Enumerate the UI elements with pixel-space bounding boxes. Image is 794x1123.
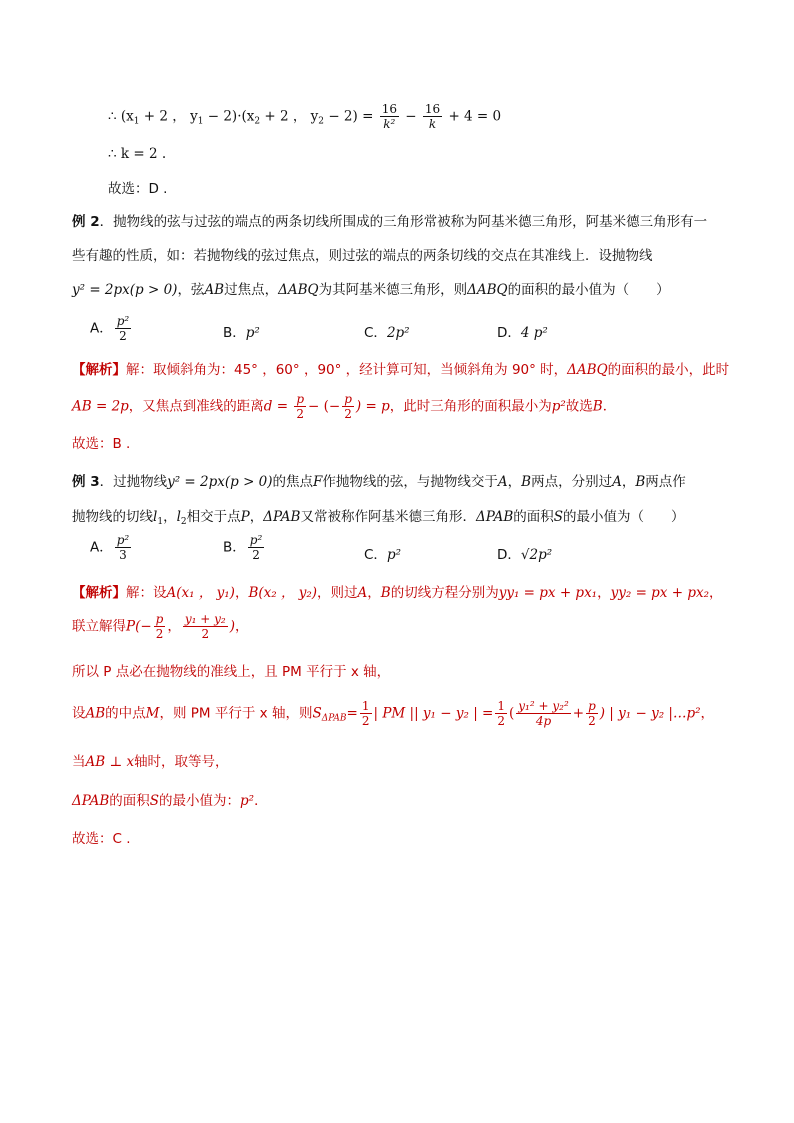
option-c bbox=[364, 321, 410, 341]
example-label: 例 3 bbox=[72, 474, 100, 490]
formula: + bbox=[572, 705, 585, 722]
numerator: p bbox=[344, 392, 352, 406]
fraction bbox=[423, 102, 442, 131]
analysis-text: 的面积的最小，此时 bbox=[607, 362, 730, 378]
fraction bbox=[495, 699, 507, 728]
denominator: 2 bbox=[252, 548, 260, 562]
denominator: 2 bbox=[119, 329, 127, 343]
analysis-text: 的面积 bbox=[109, 793, 150, 809]
formula: AB bbox=[85, 705, 106, 722]
formula: ) | y₁ − y₂ |…p² bbox=[599, 705, 701, 722]
analysis-text: 解：设 bbox=[126, 585, 167, 601]
analysis-text: 故选 bbox=[565, 398, 593, 415]
example-2-line-2: 些有趣的性质，如：若抛物线的弦过焦点，则过弦的端点的两条切线的交点在其准线上．设抛物线 bbox=[72, 248, 653, 264]
example-2-line-1 bbox=[72, 210, 707, 230]
formula: = bbox=[346, 705, 358, 722]
subscript: ΔPAB bbox=[321, 713, 347, 724]
question-text: ， bbox=[621, 474, 636, 490]
option-label: D． bbox=[497, 325, 521, 341]
formula: AB bbox=[204, 282, 225, 298]
formula: ) bbox=[229, 618, 236, 635]
fraction bbox=[586, 699, 598, 728]
formula: S bbox=[553, 509, 563, 525]
analysis-text: ． bbox=[254, 793, 268, 809]
formula: d = bbox=[263, 398, 289, 415]
subscript: 2 bbox=[254, 116, 261, 127]
question-text: 的最小值为（ ） bbox=[563, 509, 685, 525]
analysis-3-line-6 bbox=[72, 789, 268, 809]
formula: AB = 2p bbox=[72, 398, 129, 415]
denominator: 2 bbox=[296, 407, 304, 421]
fraction bbox=[115, 314, 132, 343]
question-text: 的面积的最小值为（ ） bbox=[507, 282, 670, 298]
formula: ΔABQ bbox=[567, 362, 608, 378]
formula: B bbox=[635, 474, 646, 490]
analysis-text: ， bbox=[235, 618, 249, 635]
formula: P bbox=[240, 509, 250, 525]
analysis-3-choice: 故选：C . bbox=[72, 831, 131, 847]
example-2-line-3 bbox=[72, 278, 670, 298]
analysis-text: ， bbox=[234, 585, 249, 601]
fraction bbox=[154, 612, 166, 641]
formula: p² bbox=[240, 793, 255, 809]
formula: ΔPAB bbox=[72, 793, 110, 809]
subscript: 1 bbox=[133, 116, 140, 127]
option-label: A． bbox=[90, 320, 113, 337]
analysis-text: ， bbox=[700, 705, 715, 722]
formula-text: − 2) = bbox=[324, 108, 374, 125]
formula: S bbox=[312, 705, 322, 722]
formula-text: + 2 ， y bbox=[260, 108, 319, 125]
numerator: 16 bbox=[424, 102, 441, 116]
formula: ΔABQ bbox=[467, 282, 508, 298]
formula: y² = 2px(p > 0) bbox=[167, 474, 273, 490]
denominator: 2 bbox=[201, 627, 210, 641]
formula: M bbox=[145, 705, 160, 722]
option-label: B． bbox=[223, 539, 246, 556]
analysis-text: ，则 PM 平行于 x 轴，则 bbox=[159, 705, 313, 722]
formula: | PM || y₁ − y₂ | = bbox=[373, 705, 494, 722]
option-value: 2p² bbox=[386, 325, 410, 341]
question-text: 的面积 bbox=[513, 509, 554, 525]
solution-line-1 bbox=[108, 102, 501, 131]
question-text: ，弦 bbox=[177, 282, 205, 298]
numerator: y₁ + y₂ bbox=[184, 612, 226, 626]
analysis-text: 联立解得 bbox=[72, 618, 126, 635]
option-label: D． bbox=[497, 547, 521, 563]
question-text: 相交于点 bbox=[186, 509, 241, 525]
fraction bbox=[248, 533, 265, 562]
option-d bbox=[497, 321, 548, 341]
fraction bbox=[342, 392, 354, 421]
option-b bbox=[223, 321, 260, 341]
analysis-tag: 【解析】 bbox=[72, 362, 126, 378]
numerator: 16 bbox=[381, 102, 397, 116]
question-text: ， bbox=[163, 509, 177, 525]
option-label: A． bbox=[90, 539, 113, 556]
analysis-text: 的中点 bbox=[105, 705, 146, 722]
formula: l bbox=[176, 509, 181, 525]
question-text: 两点作 bbox=[645, 474, 686, 490]
option-a bbox=[90, 533, 133, 562]
formula: B bbox=[380, 585, 391, 601]
fraction bbox=[380, 102, 399, 131]
denominator: 2 bbox=[361, 714, 370, 728]
option-value: p² bbox=[245, 325, 260, 341]
analysis-3-line-5 bbox=[72, 750, 229, 770]
denominator: 4p bbox=[535, 714, 552, 728]
numerator: p bbox=[296, 392, 305, 406]
formula: S bbox=[149, 793, 160, 809]
example-label: 例 2 bbox=[72, 214, 100, 230]
formula-text: + 4 = 0 bbox=[448, 108, 502, 125]
analysis-text: ， bbox=[597, 585, 611, 601]
formula: B(x₂ ， y₂) bbox=[248, 585, 318, 601]
formula: y² = 2px(p > 0) bbox=[72, 282, 178, 298]
numerator: p bbox=[155, 612, 164, 626]
analysis-text: ，此时三角形的面积最小为 bbox=[389, 398, 552, 415]
formula: A bbox=[497, 474, 508, 490]
denominator: k bbox=[428, 117, 437, 131]
option-a bbox=[90, 314, 133, 343]
analysis-3-line-1 bbox=[72, 581, 723, 601]
formula: yy₂ = px + px₂ bbox=[610, 585, 709, 601]
formula: yy₁ = px + px₁ bbox=[498, 585, 598, 601]
analysis-2-choice: 故选：B . bbox=[72, 436, 131, 452]
numerator: p² bbox=[116, 314, 130, 328]
formula-text: + 2 ， y bbox=[139, 108, 198, 125]
analysis-3-line-2 bbox=[72, 612, 249, 641]
question-text: ．过抛物线 bbox=[99, 474, 168, 490]
formula: ΔABQ bbox=[278, 282, 319, 298]
formula: A(x₁ ， y₁) bbox=[166, 585, 235, 601]
formula-text: − 2)·(x bbox=[203, 108, 255, 125]
analysis-3-line-3: 所以 P 点必在抛物线的准线上，且 PM 平行于 x 轴， bbox=[72, 664, 391, 680]
fraction bbox=[294, 392, 306, 421]
denominator: 2 bbox=[344, 407, 352, 421]
analysis-2-line-1 bbox=[72, 358, 729, 378]
subscript: 2 bbox=[318, 116, 325, 127]
numerator: p bbox=[588, 699, 596, 713]
analysis-text: ， bbox=[367, 585, 381, 601]
analysis-text: ，又焦点到准线的距离 bbox=[128, 398, 264, 415]
question-text: 过焦点， bbox=[224, 282, 279, 298]
solution-line-2: ∴ k = 2 . bbox=[108, 146, 167, 162]
numerator: p² bbox=[116, 533, 130, 547]
formula: A bbox=[357, 585, 368, 601]
fraction bbox=[516, 699, 570, 728]
formula: A bbox=[612, 474, 622, 490]
numerator: 1 bbox=[361, 699, 370, 713]
formula: ΔPAB bbox=[475, 509, 514, 525]
analysis-text: 解：取倾斜角为：45° ，60° ，90° ，经计算可知，当倾斜角为 90° 时， bbox=[126, 362, 568, 378]
formula-text: − bbox=[405, 108, 417, 125]
question-text: 的焦点 bbox=[272, 474, 314, 490]
analysis-text: ，则过 bbox=[317, 585, 358, 601]
formula: B bbox=[521, 474, 532, 490]
analysis-text: 的切线方程分别为 bbox=[390, 585, 499, 601]
question-text: ， bbox=[507, 474, 522, 490]
formula: p² bbox=[551, 398, 566, 415]
analysis-text: 的最小值为： bbox=[159, 793, 241, 809]
denominator: 2 bbox=[588, 714, 596, 728]
analysis-text: ． bbox=[602, 398, 617, 415]
formula-text: ∴ (x bbox=[108, 108, 134, 125]
question-text: 两点，分别过 bbox=[531, 474, 613, 490]
option-value: 4 p² bbox=[520, 325, 548, 341]
example-3-line-2 bbox=[72, 505, 685, 527]
option-label: C． bbox=[364, 325, 387, 341]
formula: ΔPAB bbox=[263, 509, 301, 525]
example-3-line-1 bbox=[72, 470, 686, 490]
analysis-2-line-2 bbox=[72, 392, 616, 421]
fraction bbox=[360, 699, 372, 728]
analysis-3-line-4 bbox=[72, 699, 714, 728]
formula: − (− bbox=[308, 398, 341, 415]
question-text: 又常被称作阿基米德三角形． bbox=[300, 509, 476, 525]
subscript: 1 bbox=[197, 116, 204, 127]
formula: l bbox=[153, 509, 158, 525]
formula: AB ⊥ x bbox=[85, 754, 135, 770]
fraction bbox=[183, 612, 228, 641]
denominator: 3 bbox=[119, 548, 127, 562]
fraction bbox=[115, 533, 132, 562]
denominator: 2 bbox=[497, 714, 505, 728]
question-text: 作抛物线的弦，与抛物线交于 bbox=[322, 474, 498, 490]
option-label: C． bbox=[364, 547, 387, 563]
denominator: 2 bbox=[155, 627, 164, 641]
question-text: ．抛物线的弦与过弦的端点的两条切线所围成的三角形常被称为阿基米德三角形，阿基米德三角形有一 bbox=[99, 214, 708, 230]
numerator: p² bbox=[249, 533, 263, 547]
formula: B bbox=[592, 398, 603, 415]
option-value: √2p² bbox=[520, 547, 553, 563]
option-b bbox=[223, 533, 266, 562]
question-text: 抛物线的切线 bbox=[72, 509, 153, 525]
analysis-text: ， bbox=[167, 618, 181, 635]
formula: ) = p bbox=[355, 398, 390, 415]
analysis-text: ， bbox=[709, 585, 723, 601]
option-d bbox=[497, 543, 552, 563]
numerator: y₁² + y₂² bbox=[518, 699, 569, 713]
numerator: 1 bbox=[497, 699, 505, 713]
subscript: 1 bbox=[157, 517, 164, 527]
formula: ( bbox=[508, 705, 515, 722]
formula: P(− bbox=[126, 618, 152, 635]
formula: F bbox=[313, 474, 323, 490]
subscript: 2 bbox=[180, 517, 187, 527]
question-text: ， bbox=[249, 509, 264, 525]
question-text: 为其阿基米德三角形，则 bbox=[318, 282, 468, 298]
analysis-text: 设 bbox=[72, 705, 86, 722]
denominator: k² bbox=[383, 117, 396, 131]
option-c bbox=[364, 543, 401, 563]
option-label: B． bbox=[223, 325, 246, 341]
solution-choice: 故选：D . bbox=[108, 181, 168, 197]
option-value: p² bbox=[386, 547, 401, 563]
analysis-tag: 【解析】 bbox=[72, 585, 126, 601]
analysis-text: 轴时，取等号， bbox=[134, 754, 229, 770]
analysis-text: 当 bbox=[72, 754, 86, 770]
